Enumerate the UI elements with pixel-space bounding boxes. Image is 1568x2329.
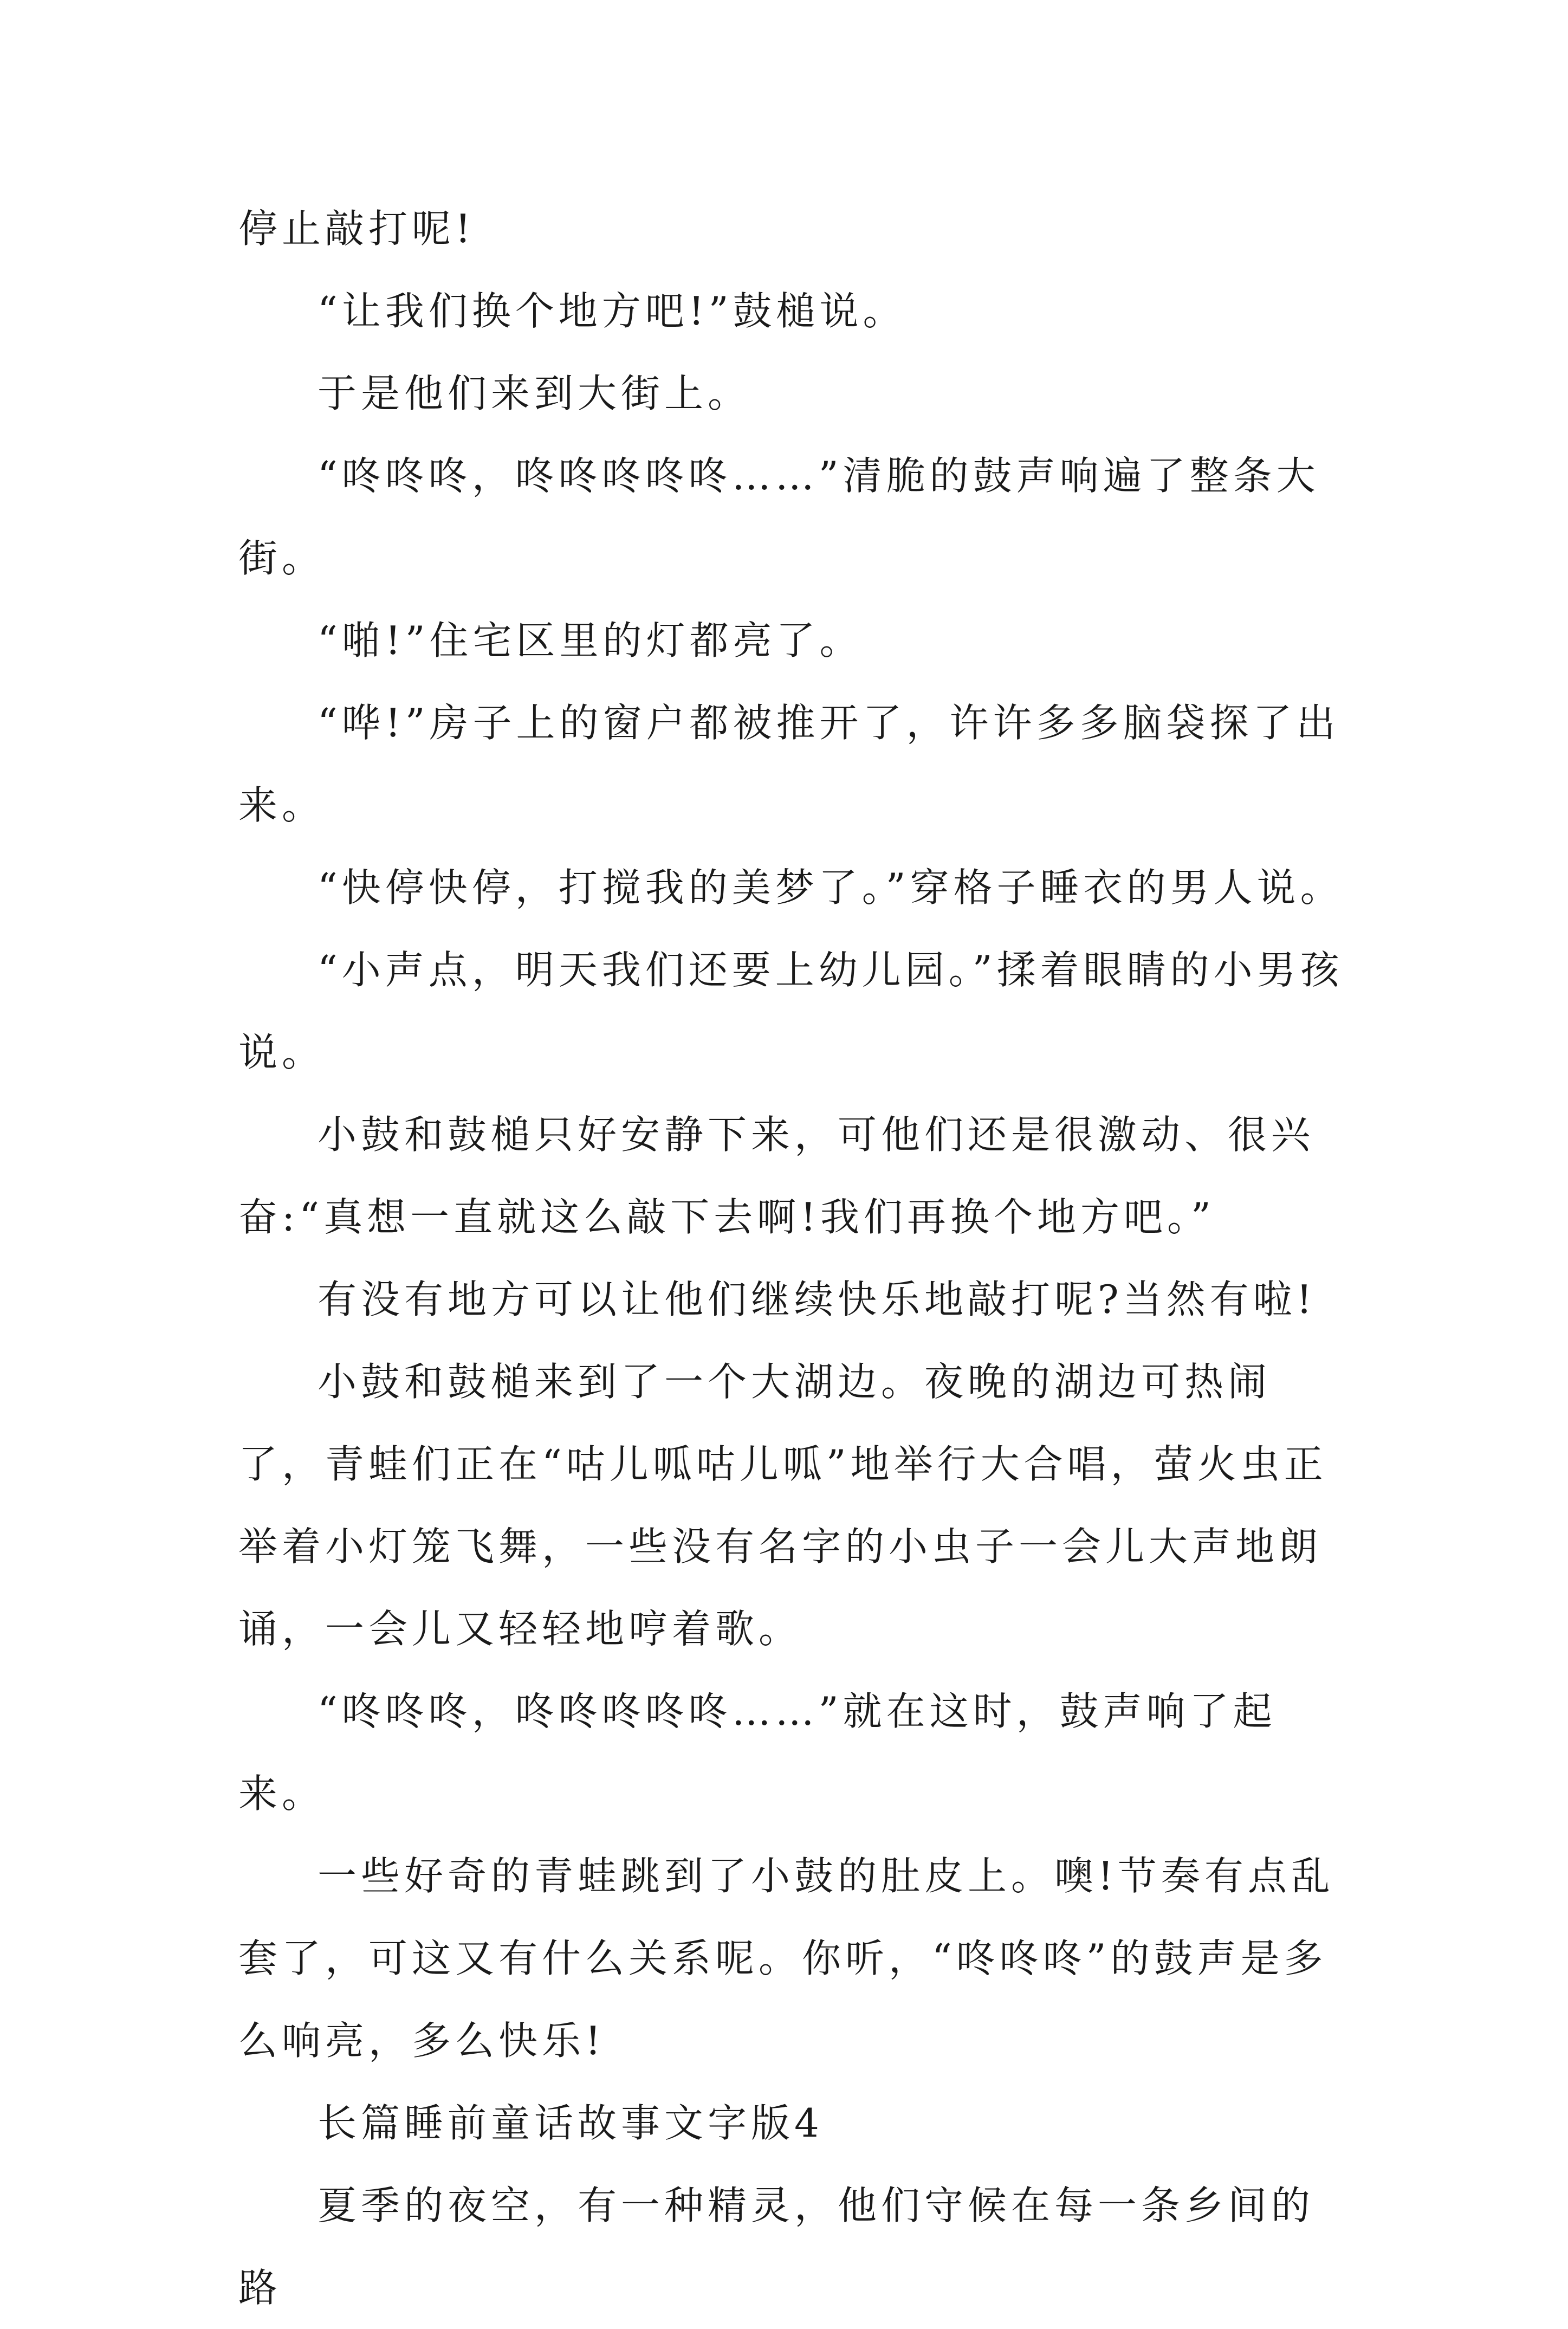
paragraph: 停止敲打呢!: [238, 206, 475, 251]
paragraph: “快停快停，打搅我的美梦了。”穿格子睡衣的男人说。: [318, 865, 1344, 910]
paragraph: “哗!”房子上的窗户都被推开了，许许多多脑袋探了出来。: [238, 700, 1340, 828]
paragraph: “咚咚咚，咚咚咚咚咚……”清脆的鼓声响遍了整条大街。: [238, 453, 1320, 581]
section-heading: 长篇睡前童话故事文字版4: [318, 2100, 824, 2146]
paragraph: “让我们换个地方吧!”鼓槌说。: [318, 288, 906, 334]
paragraph: 夏季的夜空，有一种精灵，他们守候在每一条乡间的路: [238, 2183, 1315, 2311]
paragraph: 小鼓和鼓槌只好安静下来，可他们还是很激动、很兴奋:“真想一直就这么敲下去啊!我们再换个地方吧。”: [238, 1112, 1315, 1240]
paragraph: 有没有地方可以让他们继续快乐地敲打呢?当然有啦!: [318, 1277, 1317, 1322]
paragraph: “咚咚咚，咚咚咚咚咚……”就在这时，鼓声响了起来。: [238, 1688, 1277, 1816]
paragraph: 一些好奇的青蛙跳到了小鼓的肚皮上。噢!节奏有点乱套了，可这又有什么关系呢。你听，“咚咚咚”的鼓声是多么响亮，多么快乐!: [238, 1853, 1334, 2063]
story-text: [238, 187, 1344, 2329]
paragraph: “小声点，明天我们还要上幼儿园。”揉着眼睛的小男孩说。: [238, 947, 1344, 1075]
paragraph: 于是他们来到大街上。: [318, 371, 751, 416]
paragraph: “啪!”住宅区里的灯都亮了。: [318, 618, 863, 663]
paragraph: 小鼓和鼓槌来到了一个大湖边。夜晚的湖边可热闹了，青蛙们正在“咕儿呱咕儿呱”地举行大合唱，萤火虫正举着小灯笼飞舞，一些没有名字的小虫子一会儿大声地朗诵，一会儿又轻轻地哼着歌。: [238, 1359, 1327, 1652]
